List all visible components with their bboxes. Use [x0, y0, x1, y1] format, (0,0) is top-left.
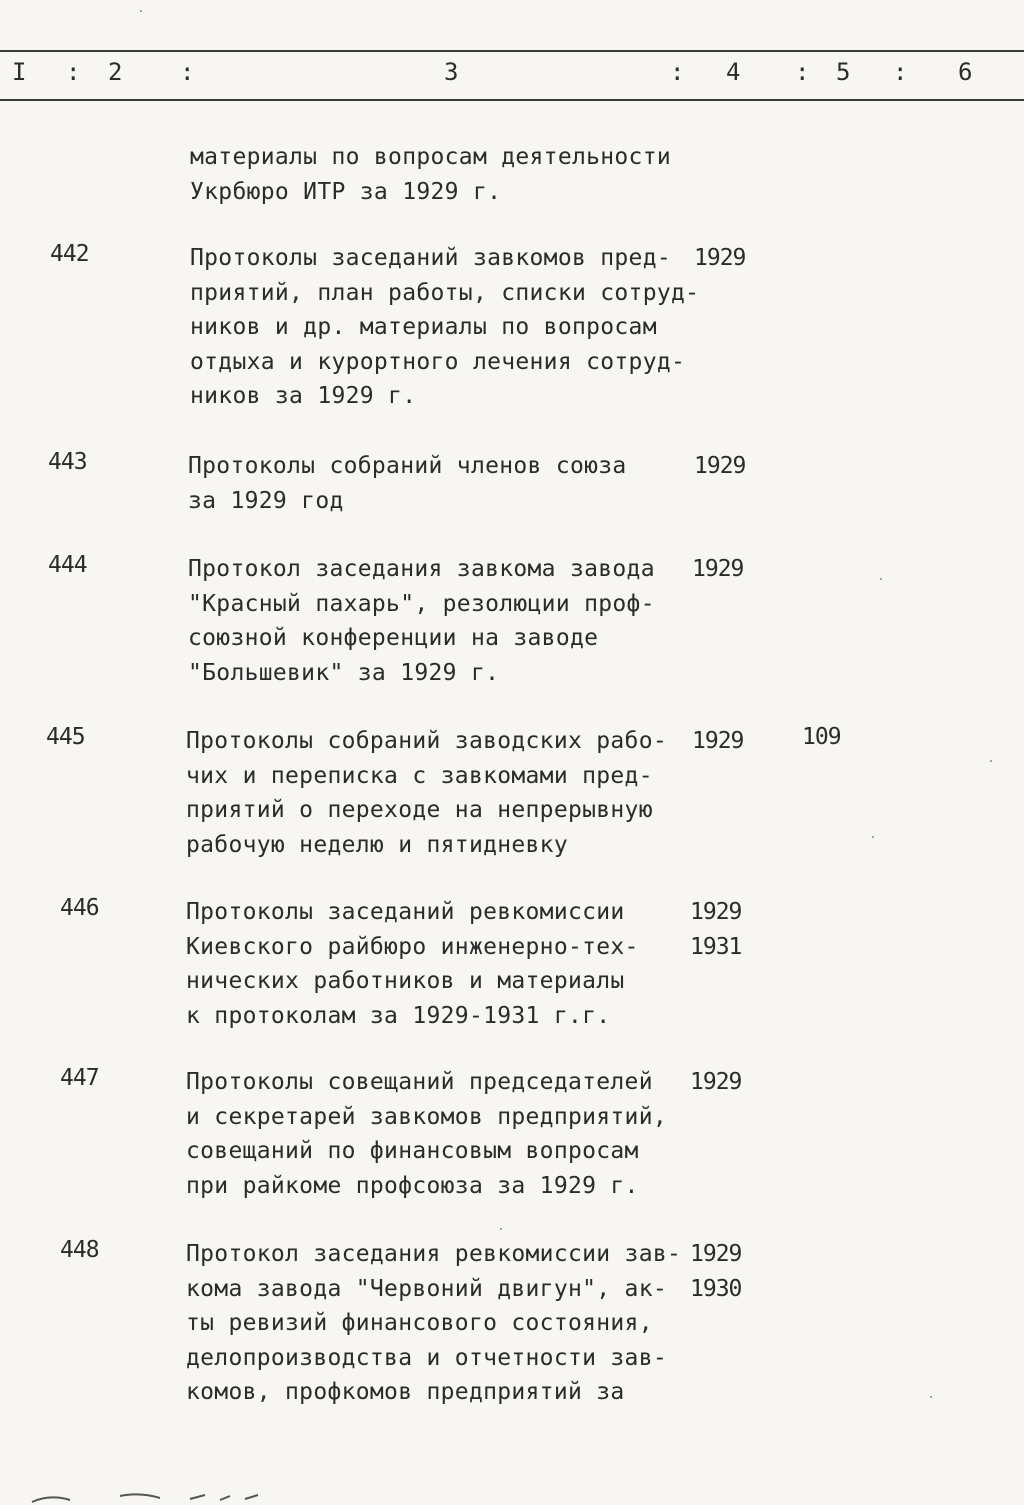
header-top-rule — [0, 50, 1024, 52]
text-line: Протокол заседания завкома завода — [188, 556, 655, 582]
entry-years — [694, 241, 745, 276]
entry-number: 443 — [48, 449, 87, 475]
entry-years — [690, 1065, 741, 1100]
entry-title — [190, 241, 710, 414]
scan-speck — [140, 10, 142, 12]
entry-number: 446 — [60, 895, 99, 921]
year-value: 1929 — [694, 453, 746, 479]
header-col-5: 5 — [836, 58, 851, 86]
header-separator: : — [893, 58, 908, 86]
text-line: Протоколы заседаний завкомов пред- — [190, 245, 672, 271]
entry-number: 445 — [46, 724, 85, 750]
header-separator: : — [795, 58, 810, 86]
year-value: 1929 — [690, 899, 742, 925]
year-value: 1929 — [694, 245, 746, 271]
year-value: 1929 — [692, 556, 744, 582]
header-bottom-rule — [0, 99, 1024, 101]
text-line: нических работников и материалы — [186, 968, 625, 994]
scan-speck — [880, 578, 882, 580]
entry-number: 448 — [60, 1237, 99, 1263]
text-line: чих и переписка с завкомами пред- — [186, 762, 653, 789]
text-line: Протоколы заседаний ревкомиссии — [186, 899, 625, 925]
text-line: комов, профкомов предприятий за — [186, 1379, 625, 1405]
text-line: ников за 1929 г. — [190, 383, 417, 409]
text-line: "Красный пахарь", резолюции проф- — [188, 590, 655, 617]
entry-number: 447 — [60, 1065, 99, 1091]
header-col-4: 4 — [726, 58, 741, 86]
header-separator: : — [670, 58, 685, 86]
header-col-2: 2 — [108, 58, 123, 86]
scan-speck — [872, 836, 874, 838]
text-line: рабочую неделю и пятидневку — [186, 831, 568, 858]
text-line: Протоколы собраний заводских рабо- — [186, 728, 668, 754]
text-line: и секретарей завкомов предприятий, — [186, 1103, 668, 1130]
entry-title — [186, 895, 706, 1033]
text-line: Киевского райбюро инженерно-тех- — [186, 933, 639, 960]
text-line: материалы по вопросам деятельности — [190, 144, 672, 170]
entry-years — [692, 724, 743, 759]
text-line: кома завода "Червоний двигун", ак- — [186, 1275, 668, 1302]
entry-number: 442 — [50, 241, 89, 267]
header-col-1: I — [12, 58, 27, 86]
header-separator: : — [180, 58, 195, 86]
text-line: отдыха и курортного лечения сотруд- — [190, 348, 686, 375]
header-col-6: 6 — [958, 58, 973, 86]
entry-number: 444 — [48, 552, 87, 578]
text-line: приятий о переходе на непрерывную — [186, 797, 653, 823]
year-value: 1930 — [690, 1275, 742, 1302]
scan-edge-marks — [30, 1490, 290, 1505]
text-line: Протоколы совещаний председателей — [186, 1069, 653, 1095]
header-separator: : — [66, 58, 81, 86]
entry-title — [188, 552, 708, 690]
entry-title — [186, 724, 706, 862]
year-value: 1929 — [690, 1069, 742, 1095]
text-line: Протокол заседания ревкомиссии зав- — [186, 1241, 682, 1267]
text-line: "Большевик" за 1929 г. — [188, 659, 500, 686]
text-line: ников и др. материалы по вопросам — [190, 314, 657, 340]
text-line: Протоколы собраний членов союза — [188, 453, 627, 479]
text-line: делопроизводства и отчетности зав- — [186, 1344, 668, 1371]
entry-years — [692, 552, 743, 587]
entry-title — [186, 1065, 706, 1203]
year-value: 1929 — [692, 728, 744, 754]
text-line: Укрбюро ИТР за 1929 г. — [190, 178, 502, 205]
entry-years — [690, 1237, 741, 1306]
text-line: совещаний по финансовым вопросам — [186, 1138, 639, 1164]
scan-speck — [990, 760, 992, 762]
scan-speck — [500, 1228, 502, 1230]
year-value: 1929 — [690, 1241, 742, 1267]
entry-title — [188, 449, 708, 518]
entry-years — [694, 449, 745, 484]
continuation-text — [190, 140, 710, 209]
text-line: при райкоме профсоюза за 1929 г. — [186, 1172, 639, 1199]
entry-years — [690, 895, 741, 964]
entry-sheets: 109 — [802, 724, 841, 750]
text-line: за 1929 год — [188, 487, 344, 514]
entry-title — [186, 1237, 706, 1410]
text-line: ты ревизий финансового состояния, — [186, 1310, 653, 1336]
text-line: приятий, план работы, списки сотруд- — [190, 279, 700, 306]
text-line: к протоколам за 1929-1931 г.г. — [186, 1002, 611, 1029]
header-col-3: 3 — [444, 58, 459, 86]
year-value: 1931 — [690, 933, 742, 960]
text-line: союзной конференции на заводе — [188, 625, 599, 651]
scan-speck — [930, 1396, 932, 1398]
